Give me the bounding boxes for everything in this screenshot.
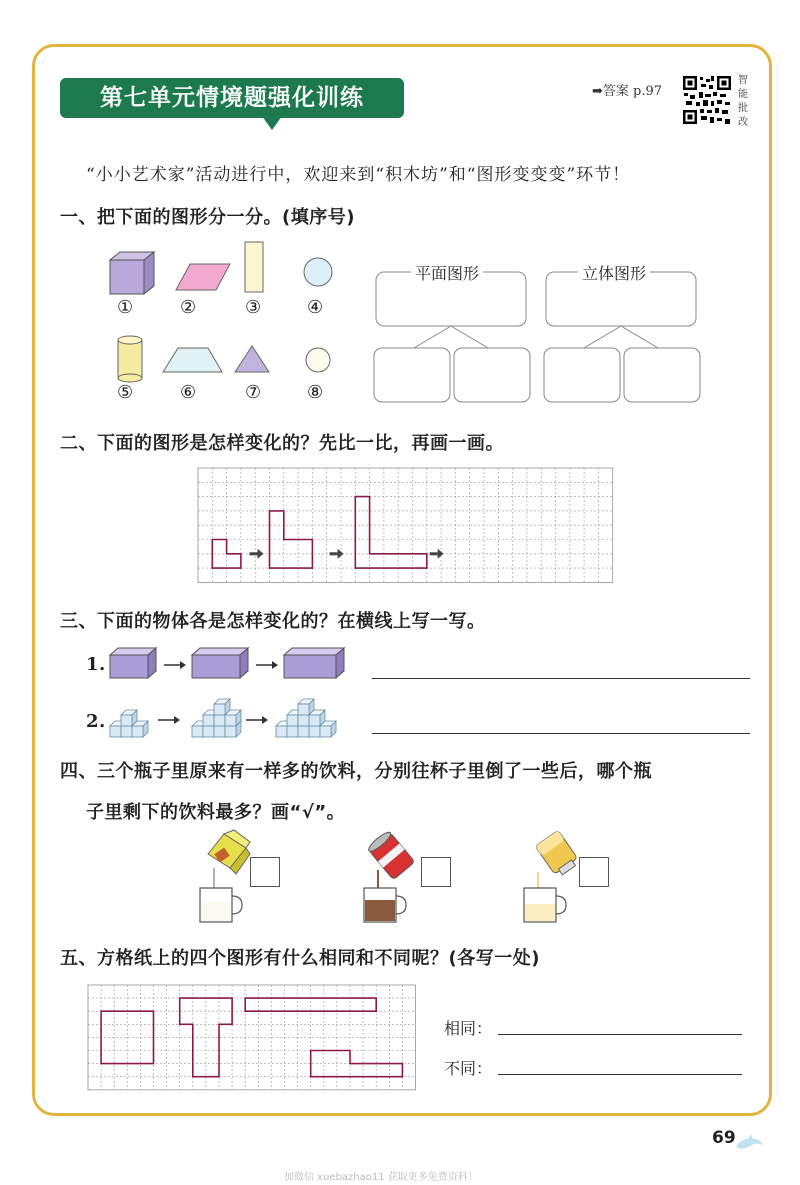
solid-answer-box-2 (624, 348, 700, 402)
l-shape-small (212, 540, 241, 569)
qr-code-icon[interactable] (682, 75, 732, 125)
grid-lines (198, 468, 613, 582)
question-1-title: 一、把下面的图形分一分。(填序号) (60, 207, 355, 228)
shape-number-5: ⑤ (117, 382, 134, 403)
answer-reference[interactable]: ➡答案 p.97 (592, 84, 663, 99)
q3-item-1-number: 1. (86, 654, 106, 675)
shape-number-1: ① (117, 297, 134, 318)
arrow-icon (164, 661, 186, 669)
classification-tree (370, 268, 710, 408)
cylinder-shape (118, 336, 142, 382)
cuboid-medium (192, 648, 248, 678)
shape-number-7: ⑦ (245, 382, 262, 403)
solid-answer-box-1 (544, 348, 620, 402)
check-box-cola[interactable] (421, 857, 451, 887)
parallelogram-shape (176, 264, 230, 290)
q3-cuboid-sequence (108, 643, 348, 683)
cup-icon (524, 888, 566, 922)
juice-bottle-icon (535, 830, 580, 878)
triangle-shape (235, 346, 269, 372)
rectangle-shape (245, 242, 263, 292)
check-box-juice[interactable] (579, 857, 609, 887)
dolphin-icon (734, 1134, 764, 1154)
q3-answer-line-1[interactable] (372, 678, 750, 679)
qr-side-text: 智能批改 (738, 75, 748, 128)
intro-text: “小小艺术家”活动进行中，欢迎来到“积木坊”和“图形变变变”环节！ (86, 165, 631, 185)
category-plane-label: 平面图形 (411, 261, 483, 284)
circle-shape-blue (304, 258, 332, 286)
q3-item-2-number: 2. (86, 711, 106, 732)
title-banner-tail (262, 116, 282, 130)
arrow-icon (430, 549, 444, 559)
arrow-icon (246, 716, 268, 724)
unit-title: 第七单元情境题强化训练 (60, 78, 404, 118)
cuboid-large (284, 648, 344, 678)
category-solid-label: 立体图形 (578, 261, 650, 284)
question-2-title: 二、下面的图形是怎样变化的？先比一比，再画一画。 (60, 433, 504, 454)
trapezoid-shape (163, 348, 222, 372)
juice-carton-icon (208, 830, 250, 874)
arrow-icon (256, 661, 278, 669)
q3-answer-line-2[interactable] (372, 733, 750, 734)
plane-answer-box-1 (374, 348, 450, 402)
q5-grid-paper (88, 985, 418, 1097)
check-box-milk[interactable] (250, 857, 280, 887)
page-number: 69 (712, 1128, 736, 1148)
shape-number-4: ④ (307, 297, 324, 318)
different-answer-line[interactable] (498, 1074, 742, 1075)
unit-cube (132, 721, 148, 737)
arrow-icon (249, 549, 263, 559)
arrow-icon (330, 549, 344, 559)
grid-lines (88, 985, 416, 1090)
question-5-title: 五、方格纸上的四个图形有什么相同和不同呢？(各写一处) (60, 948, 540, 969)
unit-cube (320, 721, 336, 737)
same-answer-line[interactable] (498, 1034, 742, 1035)
cup-icon (200, 888, 242, 922)
watermark: 加微信 xuebazhao11 获取更多免费资料！ (284, 1172, 478, 1183)
question-4-title-line-2: 子里剩下的饮料最多？画“√”。 (86, 802, 346, 823)
shape-number-8: ⑧ (307, 382, 324, 403)
plane-answer-box-2 (454, 348, 530, 402)
arrow-icon (158, 716, 180, 724)
q3-block-sequence (108, 688, 348, 738)
circle-shape-white (306, 348, 330, 372)
shape-number-6: ⑥ (180, 382, 197, 403)
shape-number-3: ③ (245, 297, 262, 318)
question-3-title: 三、下面的物体各是怎样变化的？在横线上写一写。 (60, 611, 486, 632)
q2-grid-paper[interactable] (198, 468, 612, 582)
cuboid-small (110, 648, 156, 678)
cube-shape (110, 252, 154, 294)
different-label: 不同： (444, 1059, 493, 1078)
cola-can-icon (366, 830, 414, 880)
same-label: 相同： (444, 1019, 493, 1038)
question-4-title-line-1: 四、三个瓶子里原来有一样多的饮料，分别往杯子里倒了一些后，哪个瓶 (60, 761, 652, 782)
l-shape-large (355, 497, 427, 568)
shape-number-2: ② (180, 297, 197, 318)
cup-icon (364, 888, 406, 922)
unit-cube (225, 710, 241, 726)
